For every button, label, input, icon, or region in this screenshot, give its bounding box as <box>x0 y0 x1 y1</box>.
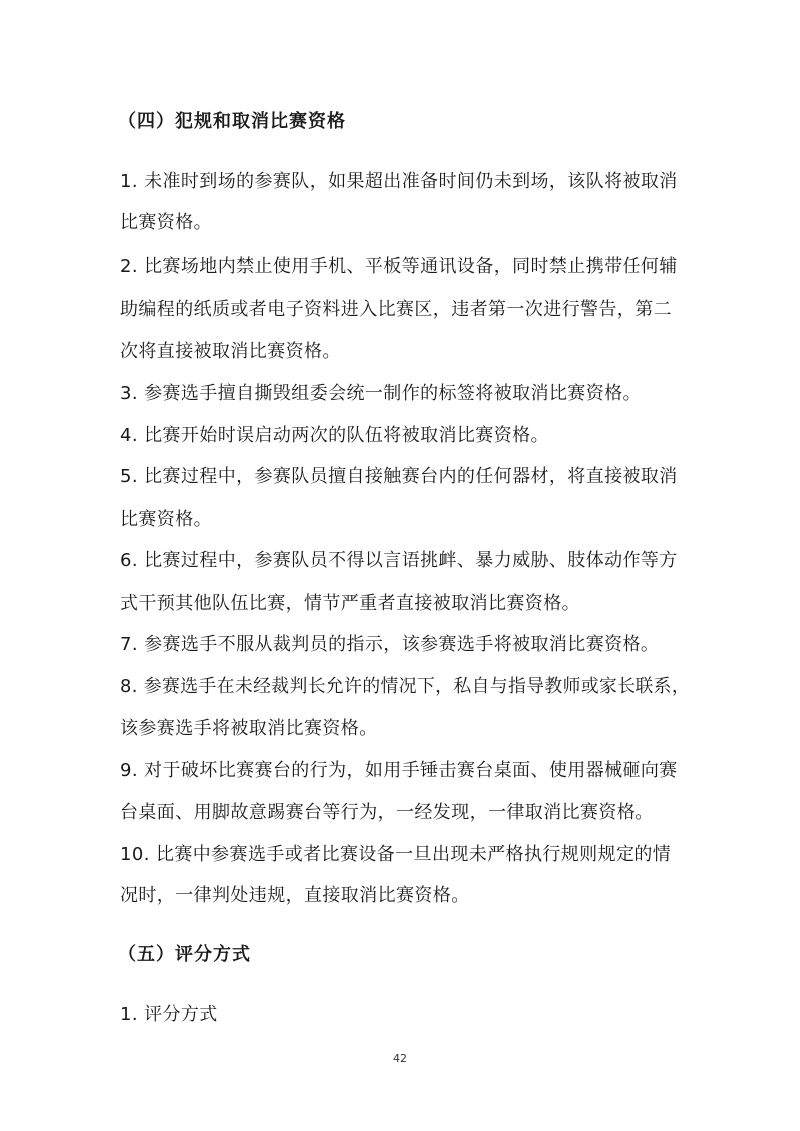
rule-item-4-line-1: 4. 比赛开始时误启动两次的队伍将被取消比赛资格。 <box>120 425 549 446</box>
rule-item-9-line-2: 台桌面、用脚故意踢赛台等行为，一经发现，一律取消比赛资格。 <box>120 802 654 823</box>
rule-item-10-line-1: 10. 比赛中参赛选手或者比赛设备一旦出现未严格执行规则规定的情 <box>120 844 672 865</box>
rule-item-3-line-1: 3. 参赛选手擅自撕毁组委会统一制作的标签将被取消比赛资格。 <box>120 383 641 404</box>
section-heading-5: （五）评分方式 <box>118 944 251 965</box>
rule-item-5-line-2: 比赛资格。 <box>120 509 212 530</box>
rule-item-7-line-1: 7. 参赛选手不服从裁判员的指示，该参赛选手将被取消比赛资格。 <box>120 634 660 655</box>
rule-item-1-line-2: 比赛资格。 <box>120 212 212 233</box>
page-number: 42 <box>393 1052 407 1065</box>
section-heading-4: （四）犯规和取消比赛资格 <box>118 111 346 132</box>
rule-item-8-line-2: 该参赛选手将被取消比赛资格。 <box>120 718 378 739</box>
scoring-item-1-line-1: 1. 评分方式 <box>120 1004 218 1025</box>
rule-item-2-line-3: 次将直接被取消比赛资格。 <box>120 341 341 362</box>
rule-item-2-line-1: 2. 比赛场地内禁止使用手机、平板等通讯设备，同时禁止携带任何辅 <box>120 256 678 277</box>
rule-item-9-line-1: 9. 对于破坏比赛赛台的行为，如用手锤击赛台桌面、使用器械砸向赛 <box>120 760 678 781</box>
rule-item-10-line-2: 况时，一律判处违规，直接取消比赛资格。 <box>120 885 470 906</box>
rule-item-2-line-2: 助编程的纸质或者电子资料进入比赛区，违者第一次进行警告，第二 <box>120 299 672 320</box>
rule-item-8-line-1: 8. 参赛选手在未经裁判长允许的情况下，私自与指导教师或家长联系， <box>120 676 691 697</box>
rule-item-6-line-2: 式干预其他队伍比赛，情节严重者直接被取消比赛资格。 <box>120 593 580 614</box>
rule-item-1-line-1: 1. 未准时到场的参赛队，如果超出准备时间仍未到场，该队将被取消 <box>120 171 678 192</box>
rule-item-5-line-1: 5. 比赛过程中，参赛队员擅自接触赛台内的任何器材，将直接被取消 <box>120 466 678 487</box>
rule-item-6-line-1: 6. 比赛过程中，参赛队员不得以言语挑衅、暴力威胁、肢体动作等方 <box>120 550 678 571</box>
